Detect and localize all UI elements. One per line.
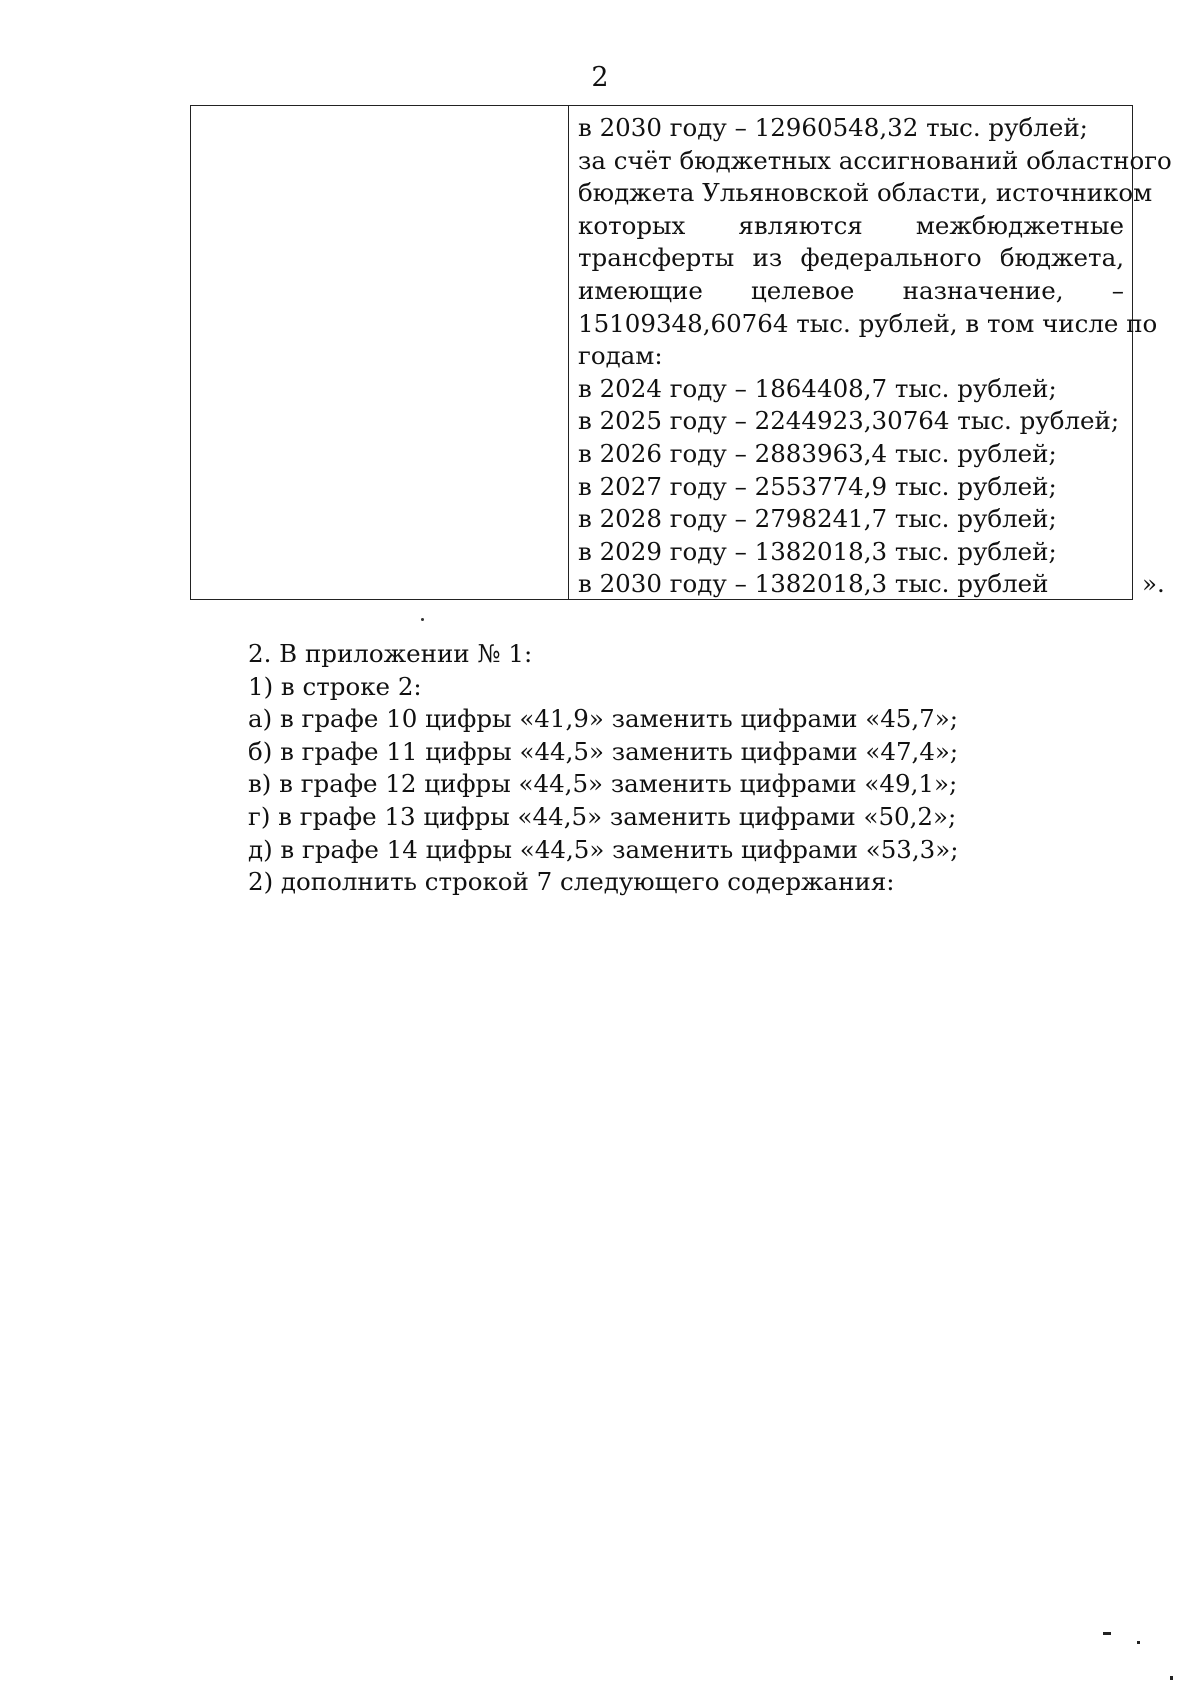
scan-speck bbox=[1137, 1641, 1140, 1644]
table-line: в 2030 году – 12960548,32 тыс. рублей; bbox=[578, 113, 1088, 142]
table-line: в 2026 году – 2883963,4 тыс. рублей; bbox=[578, 438, 1057, 468]
table-line: в 2029 году – 1382018,3 тыс. рублей; bbox=[578, 536, 1057, 566]
table-line: годам: bbox=[578, 341, 663, 371]
table-line: в 2028 году – 2798241,7 тыс. рублей; bbox=[578, 504, 1057, 534]
amendment-line: а) в графе 10 цифры «41,9» заменить цифрами «45,7»; bbox=[248, 704, 959, 734]
table-line: которых являются межбюджетные bbox=[578, 210, 1124, 240]
table-line: в 2030 году – 1382018,3 тыс. рублей bbox=[578, 569, 1049, 599]
scan-dot bbox=[421, 618, 424, 621]
closing-quote: ». bbox=[1142, 569, 1165, 598]
amendment-line: д) в графе 14 цифры «44,5» заменить цифрами «53,3»; bbox=[248, 834, 959, 864]
table-line: в 2027 году – 2553774,9 тыс. рублей; bbox=[578, 471, 1057, 501]
page-number: 2 bbox=[591, 62, 609, 93]
scan-speck bbox=[1170, 1676, 1173, 1680]
table-line: бюджета Ульяновской области, источником bbox=[578, 178, 1153, 208]
passport-table bbox=[190, 105, 1172, 600]
amendment-line: г) в графе 13 цифры «44,5» заменить цифрами «50,2»; bbox=[248, 801, 957, 831]
amendment-line: 2. В приложении № 1: bbox=[248, 639, 533, 668]
table-line: 15109348,60764 тыс. рублей, в том числе по bbox=[578, 308, 1158, 338]
amendment-line: 2) дополнить строкой 7 следующего содержания: bbox=[248, 867, 895, 897]
table-line: трансферты из федерального бюджета, bbox=[578, 243, 1124, 273]
table-line: за счёт бюджетных ассигнований областного bbox=[578, 145, 1172, 175]
table-left-cell bbox=[191, 106, 569, 599]
amendment-line: 1) в строке 2: bbox=[248, 671, 422, 701]
scan-speck bbox=[1103, 1632, 1111, 1635]
amendment-line: б) в графе 11 цифры «44,5» заменить цифрами «47,4»; bbox=[248, 736, 959, 766]
table-line: в 2024 году – 1864408,7 тыс. рублей; bbox=[578, 373, 1057, 403]
table-line: в 2025 году – 2244923,30764 тыс. рублей; bbox=[578, 406, 1120, 436]
table-right-cell bbox=[578, 112, 1172, 601]
amendment-line: в) в графе 12 цифры «44,5» заменить цифрами «49,1»; bbox=[248, 769, 958, 799]
amendments-list bbox=[248, 638, 959, 899]
table-line: имеющие целевое назначение, – bbox=[578, 275, 1124, 305]
